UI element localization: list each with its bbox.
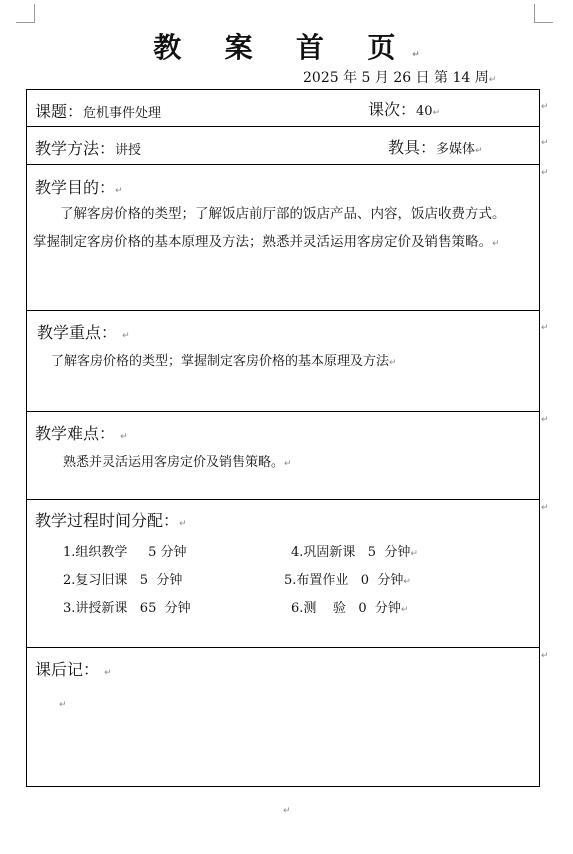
time-item: 6.测 验 0 分钟↵ <box>291 601 409 616</box>
page-title: 教 案 首 页↵ <box>153 31 437 64</box>
objectives-text: 了解客房价格的类型；了解饭店前厅部的饭店产品、内容，饭店收费方式。掌握制定客房价格的基本原理及方法；熟悉并灵活运用客房定价及销售策略。↵ <box>33 206 506 250</box>
paragraph-mark: ↵ <box>115 186 123 196</box>
time-item: 2.复习旧课 5 分钟 <box>63 573 183 588</box>
topic-row <box>27 90 539 127</box>
paragraph-mark: ↵ <box>389 358 397 368</box>
paragraph-mark: ↵ <box>412 50 437 60</box>
row-end-mark: ↵ <box>541 651 549 661</box>
key-points-text: 了解客房价格的类型；掌握制定客房价格的基本原理及方法↵ <box>51 354 397 369</box>
time-item: 3.讲授新课 65 分钟 <box>63 601 191 616</box>
method-row <box>27 127 539 165</box>
session-value: 40 <box>416 104 433 119</box>
afterword-empty-line <box>59 692 67 711</box>
paragraph-mark: ↵ <box>122 331 130 341</box>
row-end-mark: ↵ <box>541 503 549 513</box>
method-value: 讲授 <box>115 143 142 158</box>
time-allocation-label: 教学过程时间分配：↵ <box>35 511 187 530</box>
afterword-row <box>27 648 539 786</box>
paragraph-mark: ↵ <box>284 459 292 469</box>
paragraph-mark: ↵ <box>410 549 418 559</box>
paragraph-mark: ↵ <box>475 146 483 156</box>
difficulties-label: 教学难点： ↵ <box>35 424 128 443</box>
key-points-label: 教学重点： ↵ <box>37 323 130 342</box>
paragraph-mark: ↵ <box>432 108 441 118</box>
date-line: 2025 年 5 月 26 日 第 14 周↵ <box>303 70 497 86</box>
time-item: 1.组织教学 5 分钟 <box>63 545 187 560</box>
row-end-mark: ↵ <box>541 138 549 148</box>
lesson-plan-table <box>26 89 540 787</box>
time-allocation-row <box>27 500 539 648</box>
paragraph-mark: ↵ <box>179 519 187 529</box>
key-points-row <box>27 311 539 412</box>
topic-label: 课题：危机事件处理 <box>35 102 162 121</box>
tools-value: 多媒体 <box>436 142 476 157</box>
row-end-mark: ↵ <box>541 323 549 333</box>
objectives-row <box>27 165 539 311</box>
paragraph-mark: ↵ <box>104 668 112 678</box>
paragraph-mark: ↵ <box>492 238 500 249</box>
row-end-mark: ↵ <box>541 102 549 112</box>
paragraph-mark: ↵ <box>59 700 67 710</box>
method-label: 教学方法：讲授 <box>35 139 142 158</box>
session-label: 课次：40↵ <box>368 100 441 119</box>
paragraph-mark: ↵ <box>400 605 409 615</box>
topic-value: 危机事件处理 <box>83 106 162 121</box>
tools-label: 教具：多媒体↵ <box>388 138 483 157</box>
paragraph-mark: ↵ <box>403 577 411 587</box>
paragraph-mark: ↵ <box>488 75 497 85</box>
document-end-mark: ↵ <box>283 806 291 816</box>
afterword-label: 课后记： ↵ <box>35 660 112 679</box>
paragraph-mark: ↵ <box>120 432 128 442</box>
row-end-mark: ↵ <box>541 415 549 425</box>
page-corner-top-left <box>16 4 35 23</box>
time-item: 4.巩固新课 5 分钟↵ <box>291 545 418 560</box>
difficulties-text: 熟悉并灵活运用客房定价及销售策略。↵ <box>63 455 292 470</box>
page-corner-top-right <box>534 4 553 23</box>
difficulties-row <box>27 412 539 500</box>
objectives-label: 教学目的：↵ <box>35 178 123 197</box>
time-item: 5.布置作业 0 分钟↵ <box>284 573 411 588</box>
row-end-mark: ↵ <box>541 168 549 178</box>
